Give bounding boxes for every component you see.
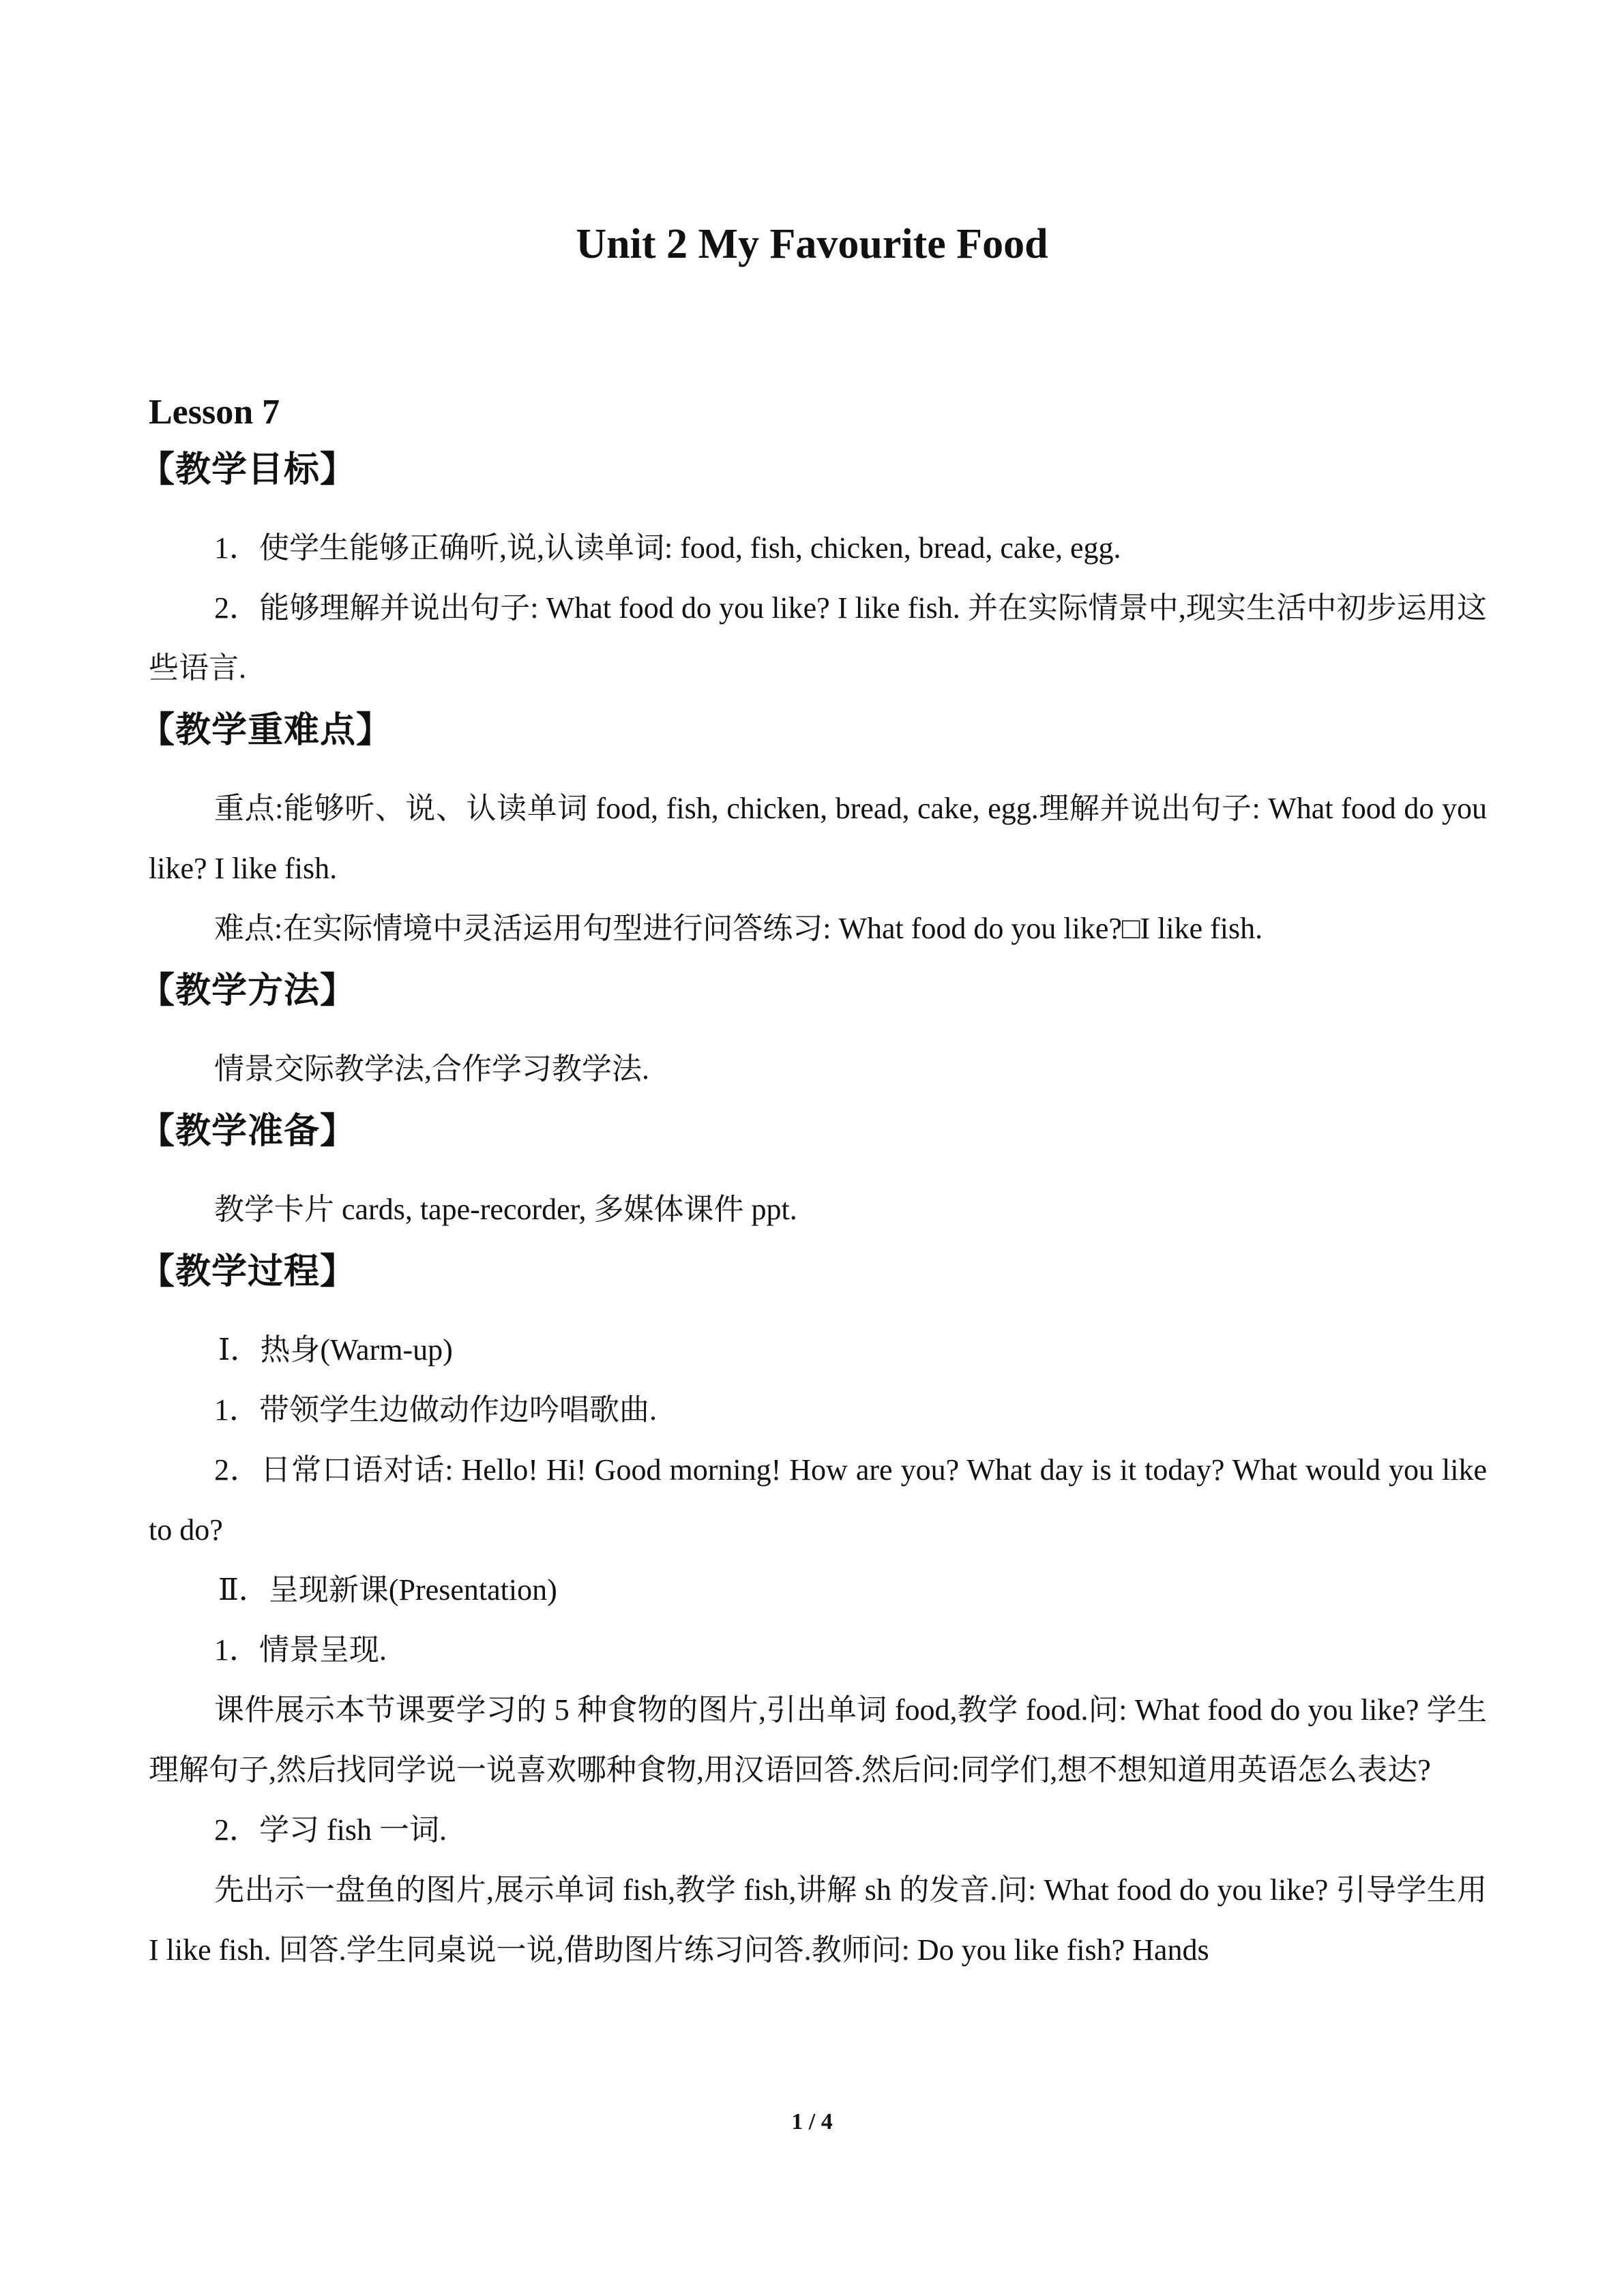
presentation-step-1-title: 1．情景呈现. — [214, 1633, 387, 1667]
presentation-step-1-text: 课件展示本节课要学习的 5 种食物的图片,引出单词 food,教学 food.问: What food do you like? 学生理解句子,然后找同学说一说喜欢哪种食物,用汉语回答.然后问:同学们,想不想知道用英语怎么表达? — [149, 1693, 1487, 1787]
preparation-text: 教学卡片 cards, tape-recorder, 多媒体课件 ppt. — [214, 1193, 797, 1226]
warmup-step-2: 2．日常口语对话: Hello! Hi! Good morning! How are you? What day is it today? What would you like to do? — [149, 1453, 1487, 1547]
key-point-focus: 重点:能够听、说、认读单词 food, fish, chicken, bread, cake, egg.理解并说出句子: What food do you like? I like fish. — [149, 792, 1487, 885]
objectives-item-2: 2．能够理解并说出句子: What food do you like? I like fish. 并在实际情景中,现实生活中初步运用这些语言. — [149, 591, 1487, 685]
section-heading-preparation: 【教学准备】 — [139, 1111, 357, 1152]
warmup-step-1: 1．带领学生边做动作边吟唱歌曲. — [214, 1393, 657, 1427]
document-body — [139, 389, 1487, 1980]
presentation-step-2-text: 先出示一盘鱼的图片,展示单词 fish,教学 fish,讲解 sh 的发音.问: What food do you like? 引导学生用 I like fish. 回答.学生同桌说一说,借助图片练习问答.教师问: Do you like fish? Hands — [149, 1873, 1487, 1967]
presentation-step-2-title: 2．学习 fish 一词. — [214, 1813, 447, 1847]
methods-text: 情景交际教学法,合作学习教学法. — [214, 1052, 649, 1086]
warmup-title: Ⅰ．热身(Warm-up) — [218, 1333, 453, 1367]
page-number: 1 / 4 — [791, 2109, 833, 2134]
section-heading-objectives: 【教学目标】 — [139, 449, 357, 490]
key-point-difficulty: 难点:在实际情境中灵活运用句型进行问答练习: What food do you like?□I like fish. — [214, 912, 1263, 945]
lesson-heading: Lesson 7 — [149, 393, 280, 432]
section-heading-methods: 【教学方法】 — [139, 970, 357, 1011]
section-heading-process: 【教学过程】 — [139, 1251, 357, 1292]
presentation-title: Ⅱ．呈现新课(Presentation) — [218, 1573, 557, 1607]
section-heading-key-points: 【教学重难点】 — [139, 710, 393, 751]
objectives-item-1: 1．使学生能够正确听,说,认读单词: food, fish, chicken, bread, cake, egg. — [214, 531, 1121, 565]
document-title: Unit 2 My Favourite Food — [576, 221, 1048, 267]
